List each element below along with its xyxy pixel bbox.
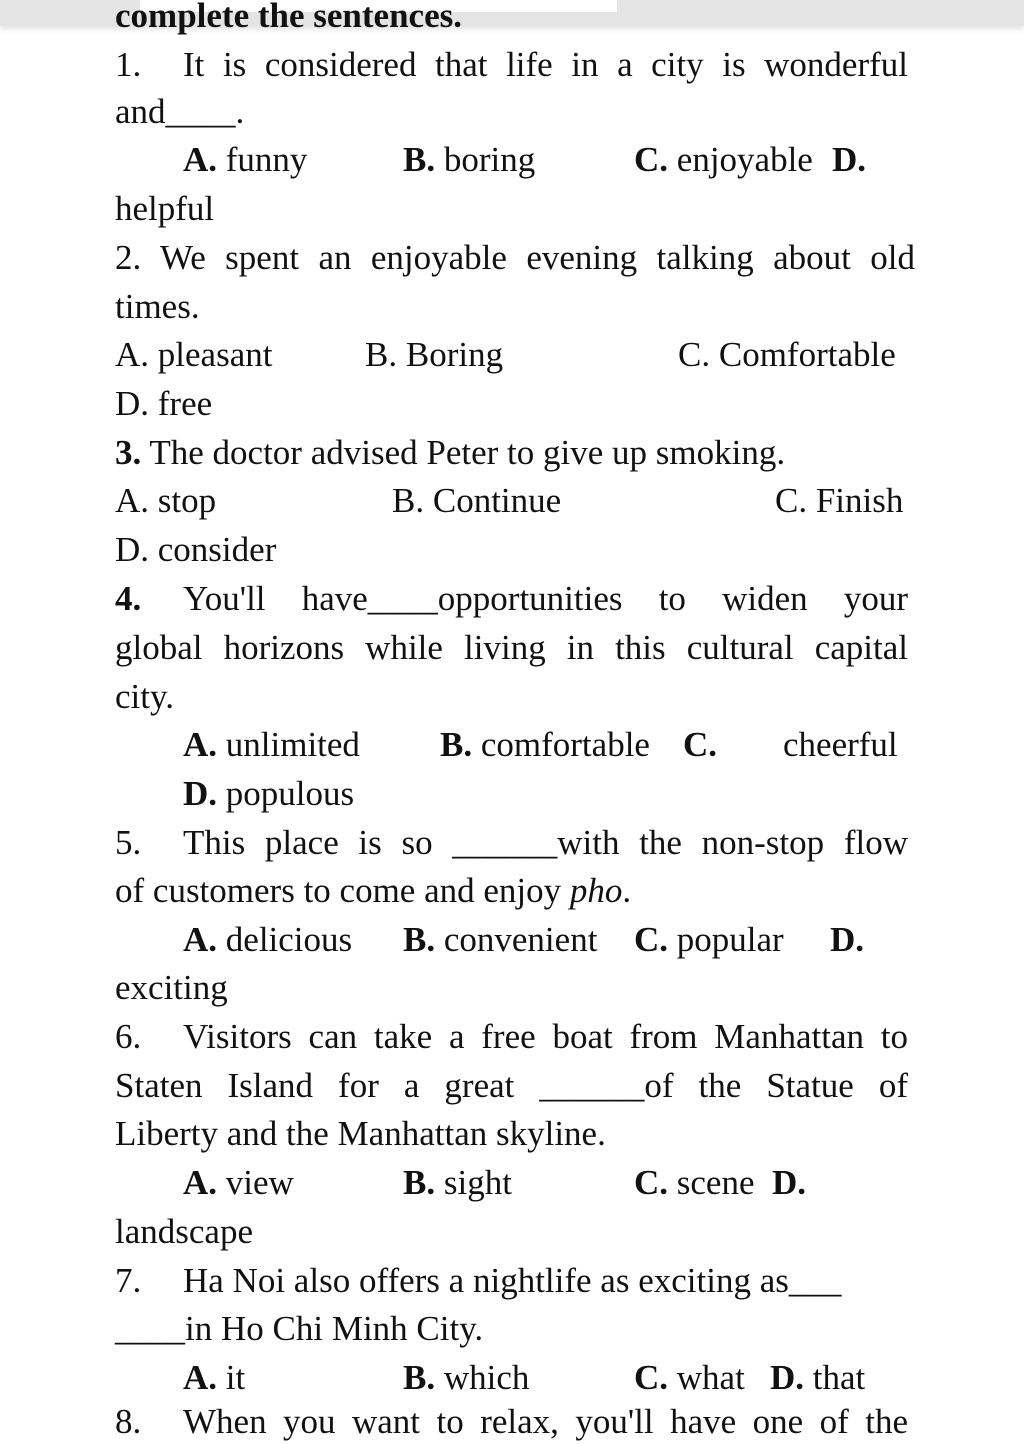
q7-option-b: B. which xyxy=(403,1358,530,1397)
q2-option-c: C. Comfortable xyxy=(678,335,896,374)
q2-stem-line1: 2. We spent an enjoyable evening talking about old xyxy=(115,238,915,277)
q4-option-c-label: C. xyxy=(683,725,718,764)
q4-stem-line1: You'll have____opportunities to widen your xyxy=(183,579,908,618)
text: . xyxy=(235,92,245,131)
q7-number: 7. xyxy=(115,1261,142,1300)
q5-stem-line1: This place is so ______with the non-stop flow xyxy=(183,823,908,862)
q4-option-c: cheerful xyxy=(783,725,898,764)
q8-number: 8. xyxy=(115,1402,142,1441)
q7-option-c: C. what xyxy=(634,1358,745,1397)
q6-option-d-label: D. xyxy=(772,1163,807,1202)
q2-option-b: B. Boring xyxy=(365,335,504,374)
q5-option-c: C. popular xyxy=(634,920,784,959)
q6-option-a: A. view xyxy=(183,1163,294,1202)
instruction-line: complete the sentences. xyxy=(115,0,462,35)
q5-option-d-label: D. xyxy=(830,920,865,959)
q1-number: 1. xyxy=(115,45,142,84)
q4-stem-line2: global horizons while living in this cultural capital xyxy=(115,628,908,667)
q2-stem-line2: times. xyxy=(115,287,200,326)
q3-option-b: B. Continue xyxy=(392,481,562,520)
q6-option-c: C. scene xyxy=(634,1163,755,1202)
q1-option-a: A. funny xyxy=(183,140,308,179)
blank: ____ xyxy=(165,92,236,131)
q5-stem-line2: of customers to come and enjoy pho. xyxy=(115,871,632,910)
q3-option-a: A. stop xyxy=(115,481,217,520)
q6-option-d: landscape xyxy=(115,1212,253,1251)
q4-option-b: B. comfortable xyxy=(440,725,650,764)
q1-stem-line1: It is considered that life in a city is wonderful xyxy=(183,45,908,84)
q7-option-a: A. it xyxy=(183,1358,246,1397)
q4-option-d: D. populous xyxy=(183,774,355,813)
text: and xyxy=(115,92,166,131)
q5-option-a: A. delicious xyxy=(183,920,353,959)
q6-option-b: B. sight xyxy=(403,1163,512,1202)
q5-number: 5. xyxy=(115,823,142,862)
q8-stem-line1: When you want to relax, you'll have one of the xyxy=(183,1402,908,1441)
q5-option-d: exciting xyxy=(115,968,228,1007)
q3-stem: 3. The doctor advised Peter to give up smoking. xyxy=(115,433,786,472)
q4-stem-line3: city. xyxy=(115,677,174,716)
q5-option-b: B. convenient xyxy=(403,920,598,959)
q2-option-a: A. pleasant xyxy=(115,335,273,374)
q1-option-d-label: D. xyxy=(832,140,867,179)
q1-option-c: C. enjoyable xyxy=(634,140,813,179)
q7-stem-line2: ____in Ho Chi Minh City. xyxy=(115,1309,484,1348)
q6-stem-line2: Staten Island for a great ______of the Statue of xyxy=(115,1066,908,1105)
q6-stem-line1: Visitors can take a free boat from Manhattan to xyxy=(183,1017,908,1056)
q7-option-d: D. that xyxy=(770,1358,866,1397)
q1-option-b: B. boring xyxy=(403,140,536,179)
q6-number: 6. xyxy=(115,1017,142,1056)
q7-stem-line1: Ha Noi also offers a nightlife as exciting as___ xyxy=(183,1261,842,1300)
q1-stem-line2 xyxy=(115,90,244,134)
q3-option-c: C. Finish xyxy=(775,481,904,520)
q2-option-d: D. free xyxy=(115,384,213,423)
q3-option-d: D. consider xyxy=(115,530,277,569)
q6-stem-line3: Liberty and the Manhattan skyline. xyxy=(115,1114,606,1153)
q4-option-a: A. unlimited xyxy=(183,725,360,764)
q4-number: 4. xyxy=(115,579,142,618)
q1-option-d: helpful xyxy=(115,189,215,228)
